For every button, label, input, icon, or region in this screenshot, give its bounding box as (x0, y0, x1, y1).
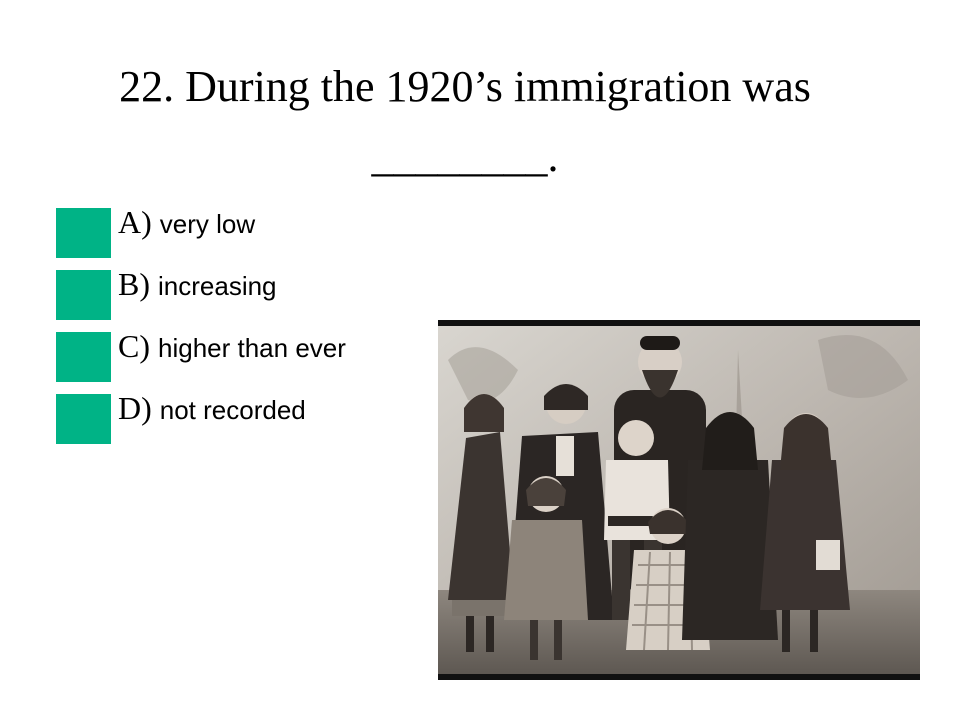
option-a-button[interactable] (56, 208, 111, 258)
option-d-letter: D) (118, 390, 152, 426)
option-d[interactable] (56, 382, 436, 444)
option-b[interactable] (56, 258, 436, 320)
question-line-2: ________. (371, 132, 559, 181)
option-a-label: very low (159, 209, 256, 239)
question-text (40, 52, 890, 192)
option-a-letter: A) (118, 204, 152, 240)
option-a[interactable] (56, 196, 436, 258)
option-c-letter: C) (118, 328, 150, 364)
answer-options (56, 196, 436, 444)
option-d-label: not recorded (159, 395, 306, 425)
family-photo (438, 320, 920, 680)
option-b-label: increasing (158, 271, 277, 301)
option-c[interactable] (56, 320, 436, 382)
option-b-button[interactable] (56, 270, 111, 320)
option-b-letter: B) (118, 266, 150, 302)
option-c-label: higher than ever (158, 333, 346, 363)
family-photo-icon (438, 320, 920, 680)
question-line-1: 22. During the 1920’s immigration was (119, 62, 811, 111)
option-d-button[interactable] (56, 394, 111, 444)
option-c-button[interactable] (56, 332, 111, 382)
